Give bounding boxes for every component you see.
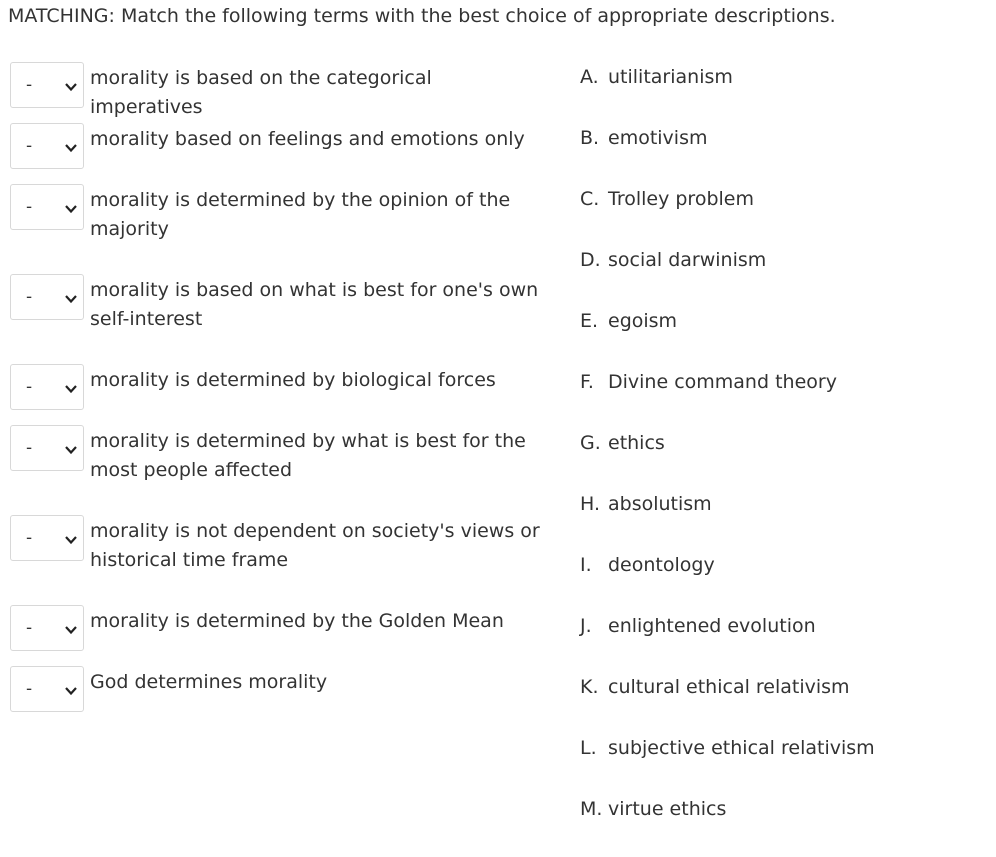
choice-letter: I. (580, 554, 592, 576)
choice-letter: K. (580, 676, 599, 698)
select-value: - (26, 528, 33, 548)
choice-letter: C. (580, 188, 600, 210)
match-item (10, 515, 550, 575)
match-item-line1: morality is based on what is best for one's own (90, 279, 539, 301)
choice-item (580, 306, 677, 336)
choice-text: subjective ethical relativism (608, 737, 875, 759)
match-item-line1: morality based on feelings and emotions only (90, 128, 525, 150)
match-item-line1: morality is not dependent on society's views or (90, 520, 540, 542)
match-item-text (90, 427, 550, 485)
choice-letter: D. (580, 249, 601, 271)
answer-select[interactable] (10, 184, 84, 230)
choice-item (580, 367, 837, 397)
match-item-line2: most people affected (90, 459, 293, 481)
match-item-text (90, 668, 550, 697)
choice-item (580, 123, 707, 153)
choice-text: Trolley problem (608, 188, 754, 210)
select-value: - (26, 438, 33, 458)
select-value: - (26, 136, 33, 156)
chevron-down-icon (64, 204, 78, 214)
select-value: - (26, 377, 33, 397)
match-item-text (90, 517, 550, 575)
chevron-down-icon (64, 535, 78, 545)
choice-text: egoism (608, 310, 678, 332)
choice-text: emotivism (608, 127, 708, 149)
answer-select[interactable] (10, 364, 84, 410)
answer-select[interactable] (10, 515, 84, 561)
match-item-line2: majority (90, 218, 169, 240)
choice-item (580, 184, 754, 214)
match-item (10, 274, 550, 334)
match-item (10, 62, 550, 122)
match-item (10, 666, 550, 726)
match-item (10, 364, 550, 424)
choice-item (580, 428, 665, 458)
choice-letter: M. (580, 798, 603, 820)
choice-letter: F. (580, 371, 594, 393)
choice-item (580, 62, 733, 92)
match-item (10, 425, 550, 485)
choice-text: absolutism (608, 493, 712, 515)
choice-letter: J. (580, 615, 592, 637)
match-item-text (90, 125, 550, 154)
answer-select[interactable] (10, 425, 84, 471)
choice-item (580, 794, 726, 824)
match-item (10, 184, 550, 244)
chevron-down-icon (64, 143, 78, 153)
answer-select[interactable] (10, 605, 84, 651)
match-item-line1: morality is determined by the Golden Mean (90, 610, 504, 632)
match-item-line1: God determines morality (90, 671, 328, 693)
match-item-text (90, 64, 550, 122)
match-item-text (90, 276, 550, 334)
chevron-down-icon (64, 294, 78, 304)
chevron-down-icon (64, 686, 78, 696)
select-value: - (26, 75, 33, 95)
match-item-line1: morality is based on the categorical imperatives (90, 67, 432, 118)
chevron-down-icon (64, 384, 78, 394)
choice-text: utilitarianism (608, 66, 733, 88)
choice-item (580, 611, 816, 641)
answer-select[interactable] (10, 62, 84, 108)
match-item-line2: self-interest (90, 308, 203, 330)
answer-select[interactable] (10, 123, 84, 169)
choice-item (580, 733, 875, 763)
chevron-down-icon (64, 445, 78, 455)
chevron-down-icon (64, 625, 78, 635)
select-value: - (26, 287, 33, 307)
choice-text: social darwinism (608, 249, 767, 271)
choice-item (580, 245, 766, 275)
choice-item (580, 672, 850, 702)
match-item-text (90, 186, 550, 244)
choice-text: ethics (608, 432, 665, 454)
match-item-line1: morality is determined by biological forces (90, 369, 496, 391)
choice-letter: B. (580, 127, 600, 149)
choice-text: enlightened evolution (608, 615, 816, 637)
answer-select[interactable] (10, 666, 84, 712)
match-item-text (90, 366, 550, 395)
match-item-line1: morality is determined by what is best for the (90, 430, 526, 452)
choice-text: cultural ethical relativism (608, 676, 850, 698)
choice-text: Divine command theory (608, 371, 837, 393)
select-value: - (26, 618, 33, 638)
choice-text: virtue ethics (608, 798, 727, 820)
choice-letter: L. (580, 737, 597, 759)
choice-item (580, 550, 715, 580)
choice-letter: H. (580, 493, 600, 515)
match-item-text (90, 607, 550, 636)
choice-letter: A. (580, 66, 599, 88)
chevron-down-icon (64, 82, 78, 92)
match-item (10, 605, 550, 665)
select-value: - (26, 679, 33, 699)
match-item-line2: historical time frame (90, 549, 289, 571)
choice-text: deontology (608, 554, 715, 576)
choice-letter: G. (580, 432, 601, 454)
question-title: MATCHING: Match the following terms with the best choice of appropriate descriptions. (8, 5, 836, 27)
select-value: - (26, 197, 33, 217)
choice-item (580, 489, 712, 519)
choice-letter: E. (580, 310, 599, 332)
answer-select[interactable] (10, 274, 84, 320)
match-item-line1: morality is determined by the opinion of the (90, 189, 511, 211)
match-item (10, 123, 550, 183)
